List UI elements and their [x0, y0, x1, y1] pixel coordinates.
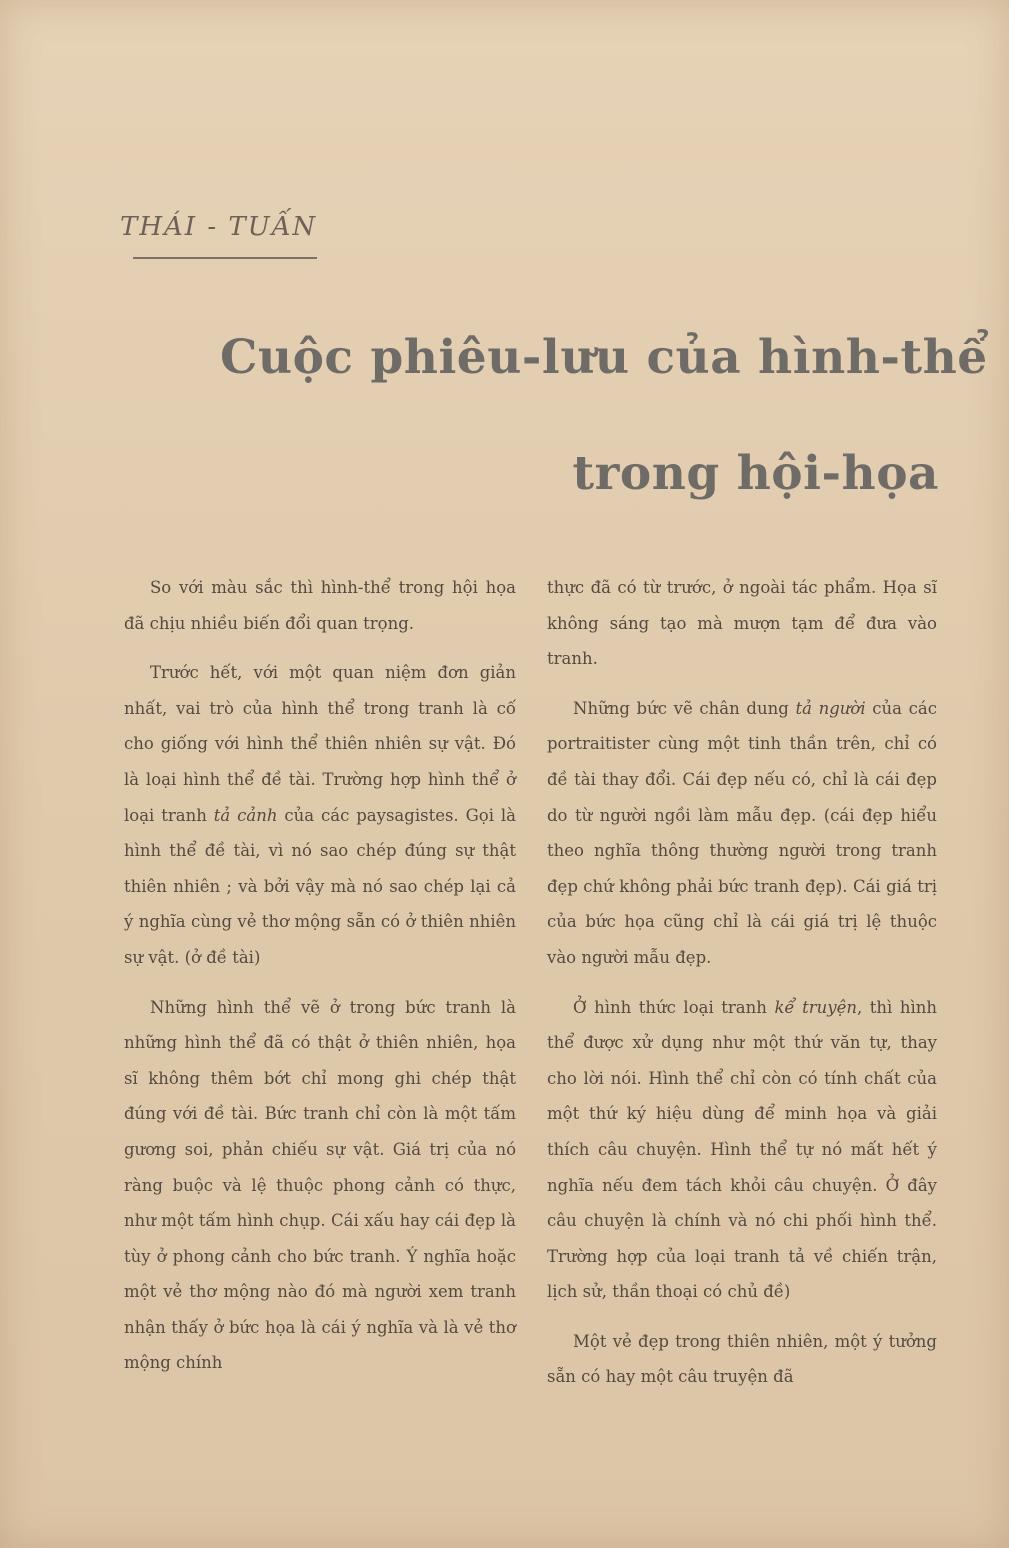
- paragraph: Một vẻ đẹp trong thiên nhiên, một ý tưởng sẵn có hay một câu truyện đã: [547, 1331, 937, 1387]
- paragraph: [547, 990, 937, 1310]
- author-underline: [133, 257, 317, 259]
- article-title-line-2: trong hội-họa: [572, 446, 939, 501]
- paragraph-text: của các paysagistes. Gọi là hình thể đề tài, vì nó sao chép đúng sự thật thiên nhiên ; và bởi vậy mà nó sao chép lại cả ý nghĩa cùng vẻ thơ mộng sẵn có ở thiên nhiên sự vật. (ở đề tài): [124, 805, 516, 967]
- paragraph-text: Trước hết, với một quan niệm đơn giản nhất, vai trò của hình thể trong tranh là cố cho giống với hình thể thiên nhiên sự vật. Đó là loại hình thể đề tài. Trường hợp hình thể ở loại tranh: [124, 663, 516, 825]
- paragraph-text: , thì hình thể được xử dụng như một thứ văn tự, thay cho lời nói. Hình thể chỉ còn có tính chất của một thứ ký hiệu dùng để minh họa và giải thích câu chuyện. Hình thể tự nó mất hết ý nghĩa nếu đem tách khỏi câu chuyện. Ở đây câu chuyện là chính và nó chi phối hình thể. Trường hợp của loại tranh tả về chiến trận, lịch sử, thần thoại có chủ đề): [547, 997, 937, 1302]
- article-title-line-1: Cuộc phiêu-lưu của hình-thể: [220, 330, 988, 385]
- right-text-column: [547, 570, 937, 1409]
- paragraph-text: Ở hình thức loại tranh: [573, 997, 775, 1017]
- paragraph-text: của các portraitister cùng một tinh thần trên, chỉ có đề tài thay đổi. Cái đẹp nếu có, chỉ là cái đẹp do từ người ngồi làm mẫu đẹp. (cái đẹp hiểu theo nghĩa thông thường người trong tranh đẹp chứ không phải bức tranh đẹp). Cái giá trị của bức họa cũng chỉ là cái giá trị lệ thuộc vào người mẫu đẹp.: [547, 698, 937, 967]
- author-name: THÁI - TUẤN: [120, 212, 318, 242]
- paragraph-text: Những bức vẽ chân dung: [573, 698, 796, 718]
- italic-term: tả người: [795, 698, 866, 718]
- italic-term: kể truyện: [774, 997, 857, 1017]
- paragraph: Những hình thể vẽ ở trong bức tranh là những hình thể đã có thật ở thiên nhiên, họa sĩ không thêm bớt chỉ mong ghi chép thật đúng với đề tài. Bức tranh chỉ còn là một tấm gương soi, phản chiếu sự vật. Giá trị của nó ràng buộc và lệ thuộc phong cảnh có thực, như một tấm hình chụp. Cái xấu hay cái đẹp là tùy ở phong cảnh cho bức tranh. Ý nghĩa hoặc một vẻ thơ mộng nào đó mà người xem tranh nhận thấy ở bức họa là cái ý nghĩa và là vẻ thơ mộng chính: [124, 997, 516, 1373]
- paragraph: [124, 655, 516, 975]
- italic-term: tả cảnh: [213, 805, 278, 825]
- left-text-column: [124, 570, 516, 1395]
- paragraph: thực đã có từ trước, ở ngoài tác phẩm. Họa sĩ không sáng tạo mà mượn tạm để đưa vào tranh.: [547, 578, 937, 669]
- paragraph: [547, 691, 937, 976]
- paragraph: So với màu sắc thì hình-thể trong hội họa đã chịu nhiều biến đổi quan trọng.: [124, 578, 516, 633]
